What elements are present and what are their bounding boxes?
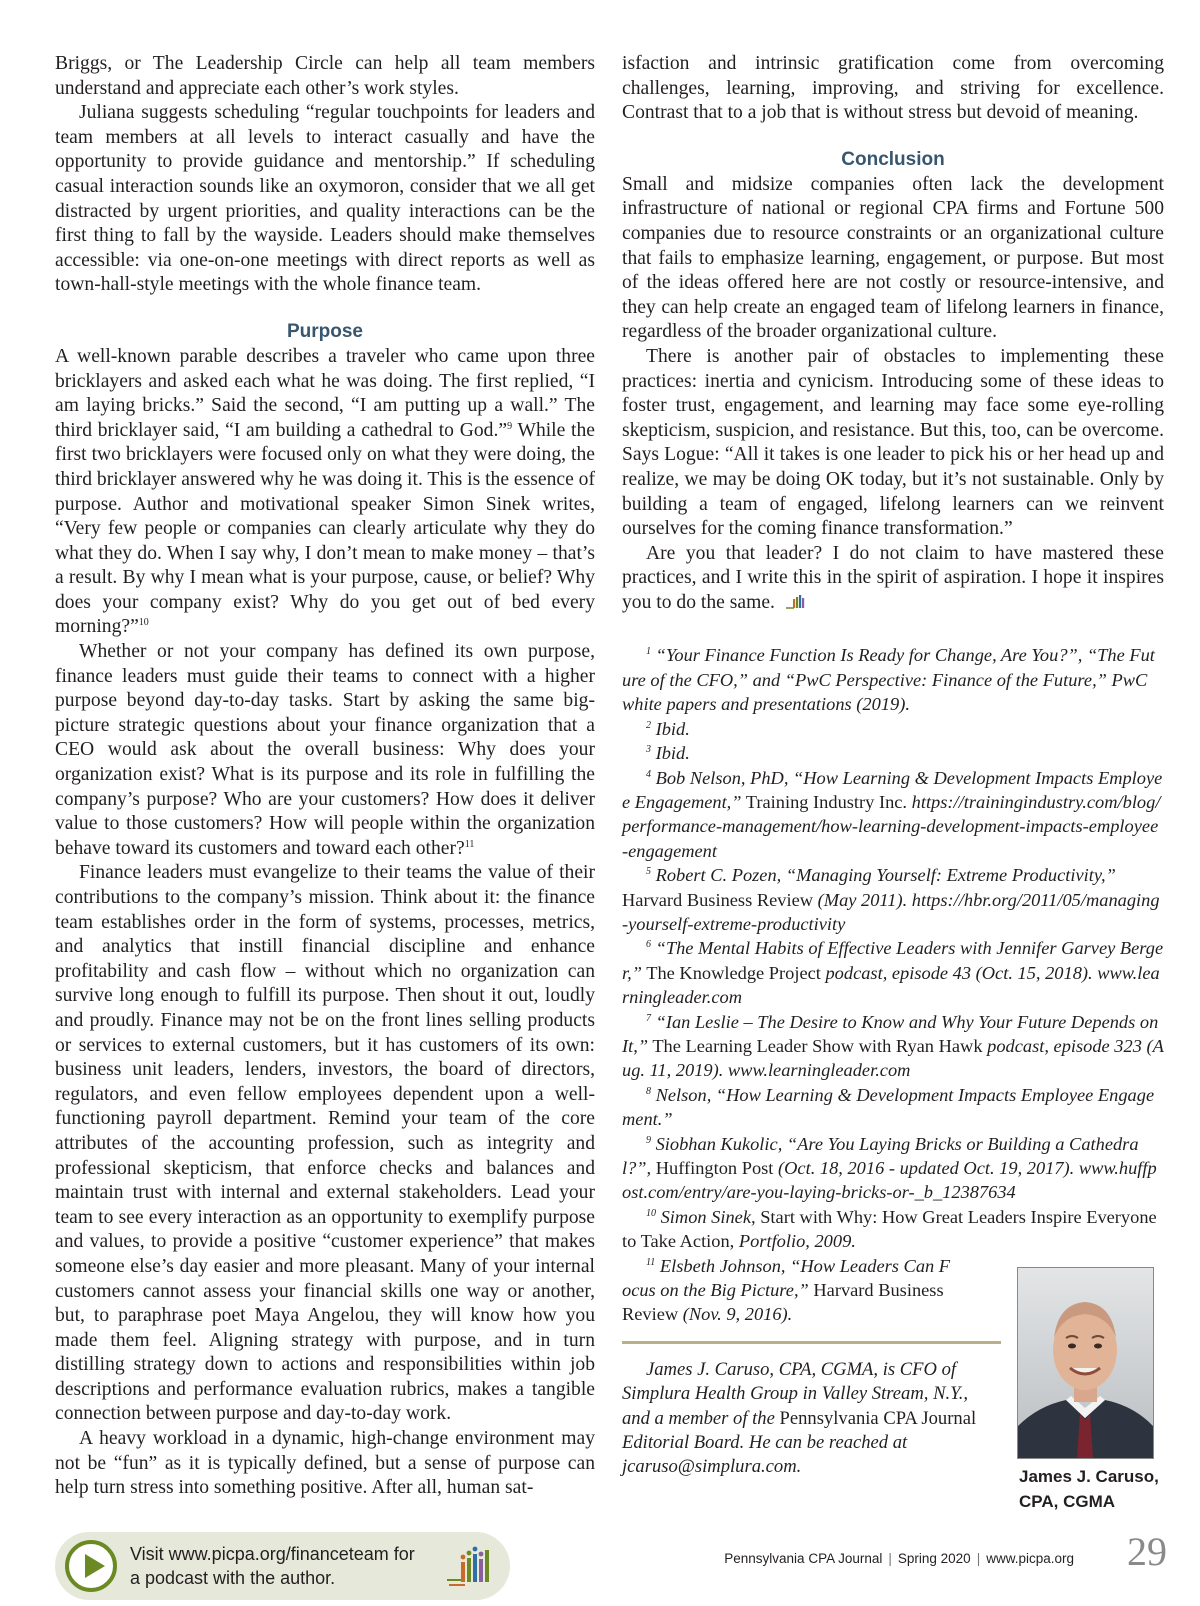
footer-issue: Spring 2020 [897,1551,971,1566]
footnote-number: 6 [646,939,651,951]
footnote-10 [622,1205,1164,1254]
footnote-number: 8 [646,1085,651,1097]
paragraph-workload: A heavy workload in a dynamic, high-change environment may not be “fun” as it is typically defined, but a sense of purpose can help turn stress into something positive. After all, human sat- [55,1428,595,1499]
footnote-text: “Ian Leslie – The Desire to Know and Why Your Future Depends on It,” [622,1011,1159,1056]
right-column [622,52,1164,1480]
footnote-text: https://trainingindustry.com/blog/performance-management/how-learning-development-impacts-employee-engagement [622,791,1161,861]
paragraph-parable [55,345,595,640]
paragraph-whether [55,640,595,861]
footnote-text: Siobhan Kukolic, “Are You Laying Bricks or Building a Cathedral?”, [622,1133,1139,1178]
footnote-8 [622,1083,1164,1132]
footnote-1 [622,643,1164,716]
footnote-text: (May 2011). https://hbr.org/2011/05/managing-yourself-extreme-productivity [622,889,1160,934]
footer-journal: Pennsylvania CPA Journal [724,1551,883,1566]
parable-text: A well-known parable describes a traveler who came upon three bricklayers and asked each what he was doing. The first replied, “I am laying bricks.” Said the second, “I am putting up a wall.” The third bricklayer said, “I am building a cathedral to God.” [55,345,595,441]
author-caption-credentials: CPA, CGMA [1019,1492,1116,1511]
paragraph-small-companies: Small and midsize companies often lack the development infrastructure of national or regional CPA firms and Fortune 500 companies due to resource constraints or an organizational culture that fails to emphasize learning, engagement, or purpose. But most of the ideas offered here are not costly or resource-intensive, and they can help create an engaged team of lifelong learners in finance, regardless of the broader organizational culture. [622,173,1164,343]
author-caption [1019,1464,1179,1514]
paragraph-obstacles: There is another pair of obstacles to implementing these practices: inertia and cynicism. Introducing some of these ideas to foster trust, engagement, and learning may face some eye-rolling skepticism, suspicion, and resistance. But this, too, can be overcome. Says Logue: “All it takes is one leader to pick his or her head up and realize, we may be doing OK today, but it’s not sustainable. Only by building a team of engaged, lifelong learners can we reinvent ourselves for the coming finance transformation.” [622,345,1164,540]
footnote-number: 7 [646,1012,651,1024]
footnote-text: (Oct. 18, 2016 - updated Oct. 19, 2017). www.huffpost.com/entry/are-you-laying-bricks-or-_b_12387634 [622,1158,1157,1203]
footnote-text: Simon Sinek, [660,1206,756,1227]
footnote-4 [622,766,1164,864]
left-column [55,52,595,1501]
footnote-5 [622,863,1164,936]
heading-purpose: Purpose [286,320,364,342]
author-caption-name: James J. Caruso, [1019,1467,1159,1486]
footnote-9 [622,1132,1164,1205]
footnote-6 [622,936,1164,1009]
podcast-line-2: a podcast with the author. [130,1568,336,1588]
footnote-text: Harvard Business Review [622,1280,944,1325]
footnote-text: “The Mental Habits of Effective Leaders with Jennifer Garvey Berger,” [622,938,1164,983]
bio-text: James J. Caruso, CPA, CGMA, is CFO of Simplura Health Group in Valley Stream, N.Y., and a member of the [622,1358,969,1429]
parable-text-continued: While the first two bricklayers were focused only on what they were doing, the third bricklayer answered why he was doing it. This is the essence of purpose. Author and motivational speaker Simon Sinek writes, “Very few people or companies can clearly articulate why they do what they do. When I say why, I don’t mean to make money – that’s a result. By why I mean what is your purpose, cause, or belief? Why does your company exist? Why do you get out of bed every morning?” [55,419,595,638]
footnote-number: 9 [646,1134,651,1146]
end-mark-icon [785,594,807,610]
bio-journal-name: Pennsylvania CPA Journal [779,1407,977,1429]
footnote-ref-10: 10 [138,617,149,629]
paragraph-leader [622,542,1164,616]
footnote-text: Ibid. [655,743,690,764]
whether-text: Whether or not your company has defined its own purpose, finance leaders must guide their teams to connect with a higher purpose beyond day-to-day tasks. Start by asking the same big-picture strategic questions about your finance organization that a CEO would ask about the overall business: Why does your organization exist? What is its purpose and its role in fulfilling the company’s purpose? Who are your customers? How does it deliver value to those customers? How will people within the organization behave toward its customers and toward each other? [55,641,595,859]
footnote-text: Portfolio, 2009. [738,1231,856,1252]
bio-divider [622,1341,1001,1344]
paragraph-evangelize: Finance leaders must evangelize to their teams the value of their contributions to the company’s mission. Think about it: the finance team establishes order in the form of systems, processes, metrics, and analytics that instill financial discipline and enhance profitability and cash flow – without which no organization can survive long enough to fulfill its purpose. Then shout it out, loudly and proudly. Finance may not be on the front lines selling products or services to external customers, but it has customers of its own: business unit leaders, lenders, investors, the board of directors, regulators, and even fellow employees dependent upon a well-functioning payroll department. Remind your team of the core attributes of the accounting profession, such as integrity and professional skepticism, that enforce checks and balances and maintain trust with internal and external stakeholders. Lead your team to see every interaction as an opportunity to exemplify purpose and values, to provide a positive “customer experience” that makes someone else’s day easier and more pleasant. Many of your internal customers cannot assess your financial skills one way or another, but, to paraphrase poet Maya Angelou, they will know how you made them feel. Aligning strategy with purpose, and in turn distilling strategy down to actions and responsibilities within job descriptions and performance evaluation rubrics, makes a tangible connection between purpose and day-to-day work. [55,862,595,1425]
author-photo [1017,1267,1154,1459]
footnote-text: podcast, episode 43 (Oct. 15, 2018). www.learningleader.com [622,962,1160,1008]
footnote-number: 1 [646,646,651,658]
footnote-ref-11: 11 [464,838,475,850]
footer-separator: | [976,1551,981,1566]
podcast-line-1: Visit www.picpa.org/financeteam for [130,1544,415,1564]
podcast-banner[interactable] [55,1532,510,1600]
footnote-3 [622,741,1164,765]
footnote-number: 10 [646,1207,656,1219]
paragraph-juliana: Juliana suggests scheduling “regular touchpoints for leaders and team members at all levels to interact casually and have the opportunity to provide guidance and mentorship.” If scheduling casual interaction sounds like an oxymoron, consider that we all get distracted by urgent priorities, and quality interactions can be the first thing to fall by the wayside. Leaders should make themselves accessible: via one-on-one meetings with direct reports as well as town-hall-style meetings with the whole finance team. [55,102,595,296]
footnote-text: “Your Finance Function Is Ready for Change, Are You?”, “The Future of the CFO,” and “PwC Perspective: Finance of the Future,” PwC white papers and presentations (2019). [622,645,1155,715]
footnote-7 [622,1010,1164,1083]
footnote-text: Robert C. Pozen, “Managing Yourself: Extreme Productivity,” [655,865,1116,886]
footnote-text: Nelson, “How Learning & Development Impacts Employee Engagement.” [622,1084,1155,1130]
footnote-text: Training Industry Inc. [741,791,912,812]
footnote-number: 3 [646,744,651,756]
footnote-number: 4 [646,768,651,780]
footnote-text: Ibid. [655,718,690,739]
picpa-logo-icon [445,1546,495,1588]
footnote-text: Huffington Post [651,1158,779,1178]
footnote-text: (Nov. 9, 2016). [682,1304,793,1325]
footnote-number: 2 [646,719,651,731]
footnote-text: Start with Why: How Great Leaders Inspire Everyone to Take Action, [622,1206,1157,1252]
footnote-ref-9: 9 [507,420,513,432]
paragraph-intro: Briggs, or The Leadership Circle can help all team members understand and appreciate each other’s work styles. [55,53,595,99]
footnote-text: Harvard Business Review [622,889,818,910]
footer-separator: | [888,1551,892,1566]
heading-conclusion: Conclusion [841,148,945,170]
footnotes [622,643,1164,1326]
play-icon[interactable] [65,1540,117,1592]
bio-text-end: Editorial Board. He can be reached at jcaruso@simplura.com. [622,1432,908,1478]
page-number: 29 [1127,1529,1167,1574]
footnote-11 [622,1254,959,1327]
footnote-number: 11 [646,1256,656,1268]
footnote-2 [622,717,1164,741]
podcast-text [130,1542,430,1590]
author-bio [622,1358,982,1480]
page-footer [724,1551,1074,1566]
footnote-text: Bob Nelson, PhD, “How Learning & Development Impacts Employee Engagement,” [622,767,1163,812]
footnote-text: podcast, episode 323 (Aug. 11, 2019). www.learningleader.com [622,1035,1164,1081]
footnote-number: 5 [646,866,651,878]
footer-website[interactable]: www.picpa.org [986,1551,1074,1566]
footnote-text: Elsbeth Johnson, “How Leaders Can Focus on the Big Picture,” [622,1255,951,1301]
footnote-text: The Knowledge Project [641,962,826,983]
footnote-text: The Learning Leader Show with Ryan Hawk [648,1035,988,1056]
leader-text: Are you that leader? I do not claim to have mastered these practices, and I write this in the spirit of aspiration. I hope it inspires you to do the same. [622,542,1164,613]
author-portrait-icon [1018,1268,1153,1458]
paragraph-continued: isfaction and intrinsic gratification come from overcoming challenges, learning, improving, and striving for excellence. Contrast that to a job that is without stress but devoid of meaning. [622,53,1164,124]
